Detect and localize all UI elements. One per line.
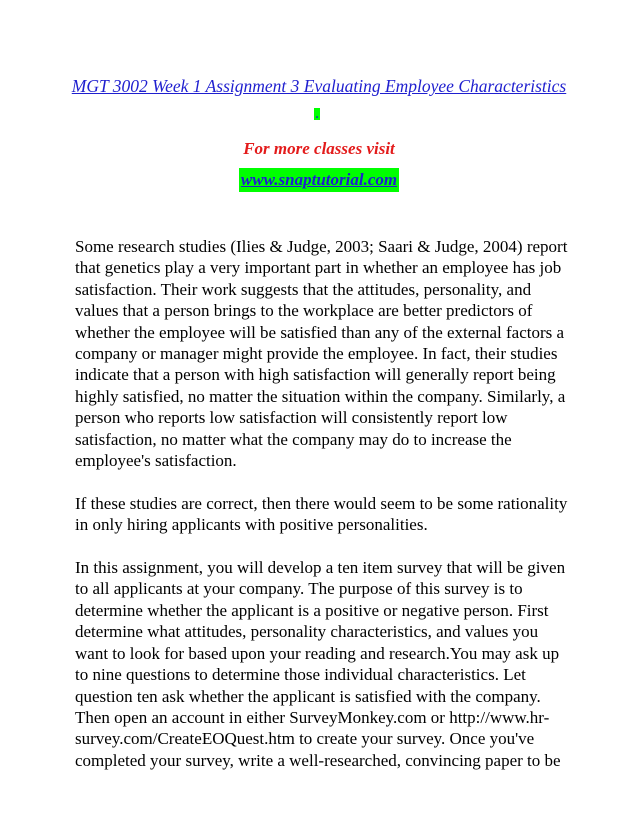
paragraph-3: In this assignment, you will develop a ten item survey that will be given to all applicants at your company. The purpose of this survey is to determine whether the applicant is a positive or negative person. First determine what attitudes, personality characteristics, and values you want to look for based upon your reading and research.You may ask up to nine questions to determine those individual characteristics. Let question ten ask whether the applicant is satisfied with the company. Then open an account in either SurveyMonkey.com or http://www.hr-survey.com/CreateEOQuest.htm to create your survey. Once you've completed your survey, write a well-researched, convincing paper to be xyxy=(75,558,566,770)
paragraph-1: Some research studies (Ilies & Judge, 2003; Saari & Judge, 2004) report that genetics play a very important part in whether an employee has job satisfaction. Their work suggests that the attitudes, personality, and values that a person brings to the workplace are better predictors of whether the employee will be satisfied than any of the external factors a company or manager might provide the employee. In fact, their studies indicate that a person with high satisfaction will generally report being highly satisfied, no matter the situation within the company. Similarly, a person who reports low satisfaction will consistently report low satisfaction, no matter what the company may do to increase the employee's satisfaction. xyxy=(75,237,568,471)
paragraph-2: If these studies are correct, then there would seem to be some rationality in only hiring applicants with positive personalities. xyxy=(75,493,568,535)
document-title[interactable]: MGT 3002 Week 1 Assignment 3 Evaluating Employee Characteristics xyxy=(71,76,567,96)
visit-label: For more classes visit xyxy=(243,139,395,158)
website-link[interactable]: www.snaptutorial.com xyxy=(239,168,399,192)
highlighted-dot: . xyxy=(315,107,319,121)
body-text xyxy=(75,236,575,793)
link-container xyxy=(0,168,638,192)
